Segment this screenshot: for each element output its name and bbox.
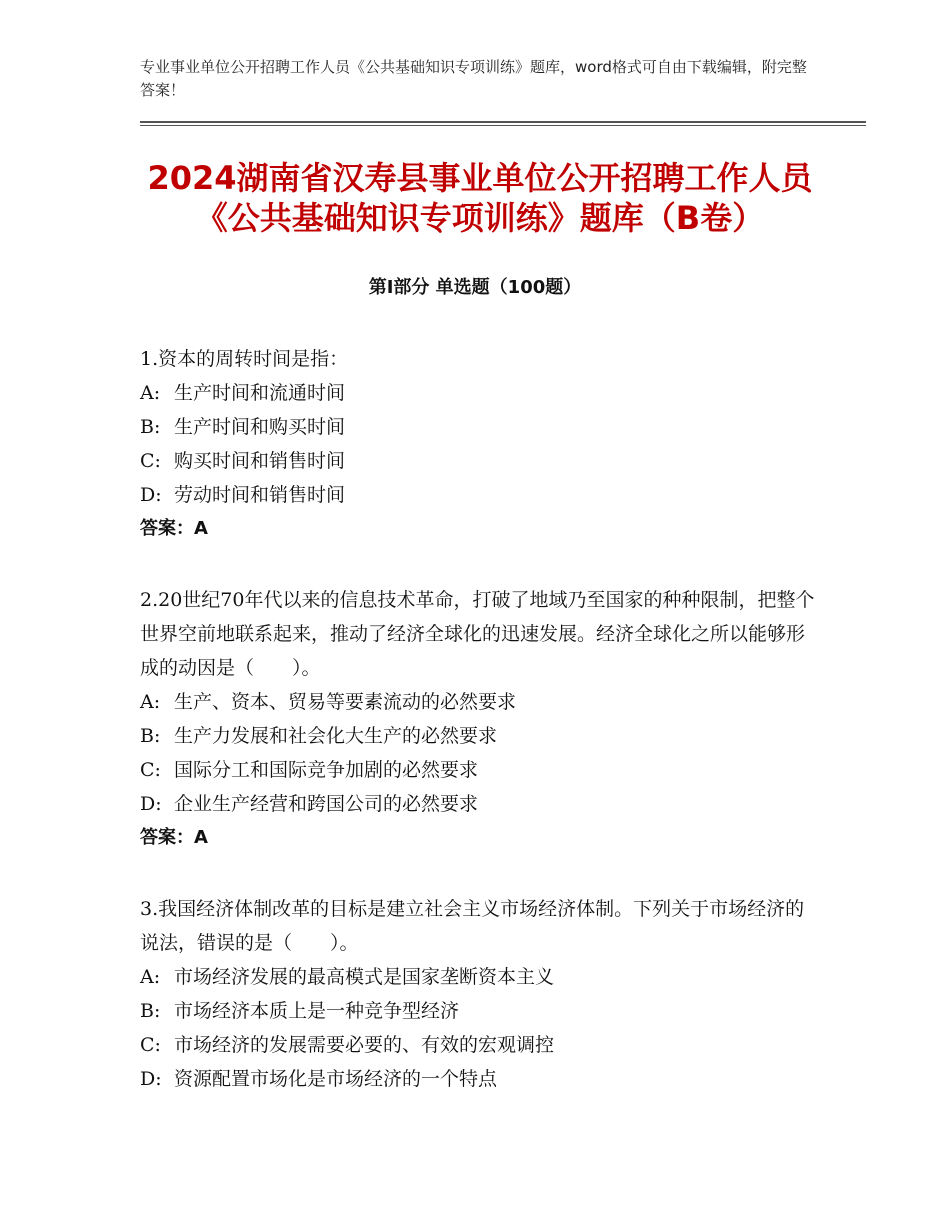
option-letter: A:	[140, 382, 161, 404]
option-letter: B:	[140, 416, 161, 438]
option-letter: C:	[140, 450, 161, 472]
option-text: 国际分工和国际竞争加剧的必然要求	[174, 759, 479, 781]
option-a	[140, 685, 820, 719]
option-letter: D:	[140, 1068, 162, 1090]
option-b	[140, 719, 820, 753]
option-letter: B:	[140, 725, 161, 747]
question-stem: 1.资本的周转时间是指：	[140, 348, 349, 370]
option-text: 生产时间和流通时间	[174, 382, 346, 404]
option-letter: D:	[140, 484, 162, 506]
option-text: 生产、资本、贸易等要素流动的必然要求	[174, 691, 517, 713]
option-letter: C:	[140, 1034, 161, 1056]
option-d	[140, 787, 820, 821]
option-d	[140, 478, 820, 512]
option-b	[140, 410, 820, 444]
answer-line: 答案：A	[140, 827, 208, 848]
option-c	[140, 1028, 820, 1062]
option-text: 市场经济的发展需要必要的、有效的宏观调控	[174, 1034, 555, 1056]
option-letter: B:	[140, 1000, 161, 1022]
header-rule-thin	[140, 125, 866, 126]
option-b	[140, 994, 820, 1028]
question-stem: 2.20世纪70年代以来的信息技术革命，打破了地域乃至国家的种种限制，把整个世界空前地联系起来，推动了经济全球化的迅速发展。经济全球化之所以能够形成的动因是（ ）。	[140, 589, 815, 679]
option-text: 资源配置市场化是市场经济的一个特点	[174, 1068, 498, 1090]
section-title: 第Ⅰ部分 单选题（100题）	[368, 277, 582, 298]
question-1	[140, 342, 820, 546]
question-3	[140, 892, 820, 1096]
option-a	[140, 376, 820, 410]
question-2	[140, 583, 820, 855]
option-a	[140, 960, 820, 994]
option-letter: D:	[140, 793, 162, 815]
header-note: 专业事业单位公开招聘工作人员《公共基础知识专项训练》题库，word格式可自由下载编辑，附完整答案！	[140, 58, 807, 99]
option-text: 市场经济发展的最高模式是国家垄断资本主义	[174, 966, 555, 988]
option-text: 生产力发展和社会化大生产的必然要求	[174, 725, 498, 747]
option-text: 市场经济本质上是一种竞争型经济	[174, 1000, 460, 1022]
answer-line: 答案：A	[140, 518, 208, 539]
document-title: 2024湖南省汉寿县事业单位公开招聘工作人员《公共基础知识专项训练》题库（B卷）	[147, 159, 813, 237]
option-letter: A:	[140, 691, 161, 713]
option-text: 购买时间和销售时间	[174, 450, 346, 472]
option-letter: A:	[140, 966, 161, 988]
question-list	[140, 342, 820, 1133]
option-text: 企业生产经营和跨国公司的必然要求	[174, 793, 479, 815]
option-d	[140, 1062, 820, 1096]
option-c	[140, 753, 820, 787]
option-c	[140, 444, 820, 478]
header-rule-thick	[140, 121, 866, 123]
option-letter: C:	[140, 759, 161, 781]
option-text: 生产时间和购买时间	[174, 416, 346, 438]
option-text: 劳动时间和销售时间	[174, 484, 346, 506]
question-stem: 3.我国经济体制改革的目标是建立社会主义市场经济体制。下列关于市场经济的说法，错误的是（ ）。	[140, 898, 805, 954]
